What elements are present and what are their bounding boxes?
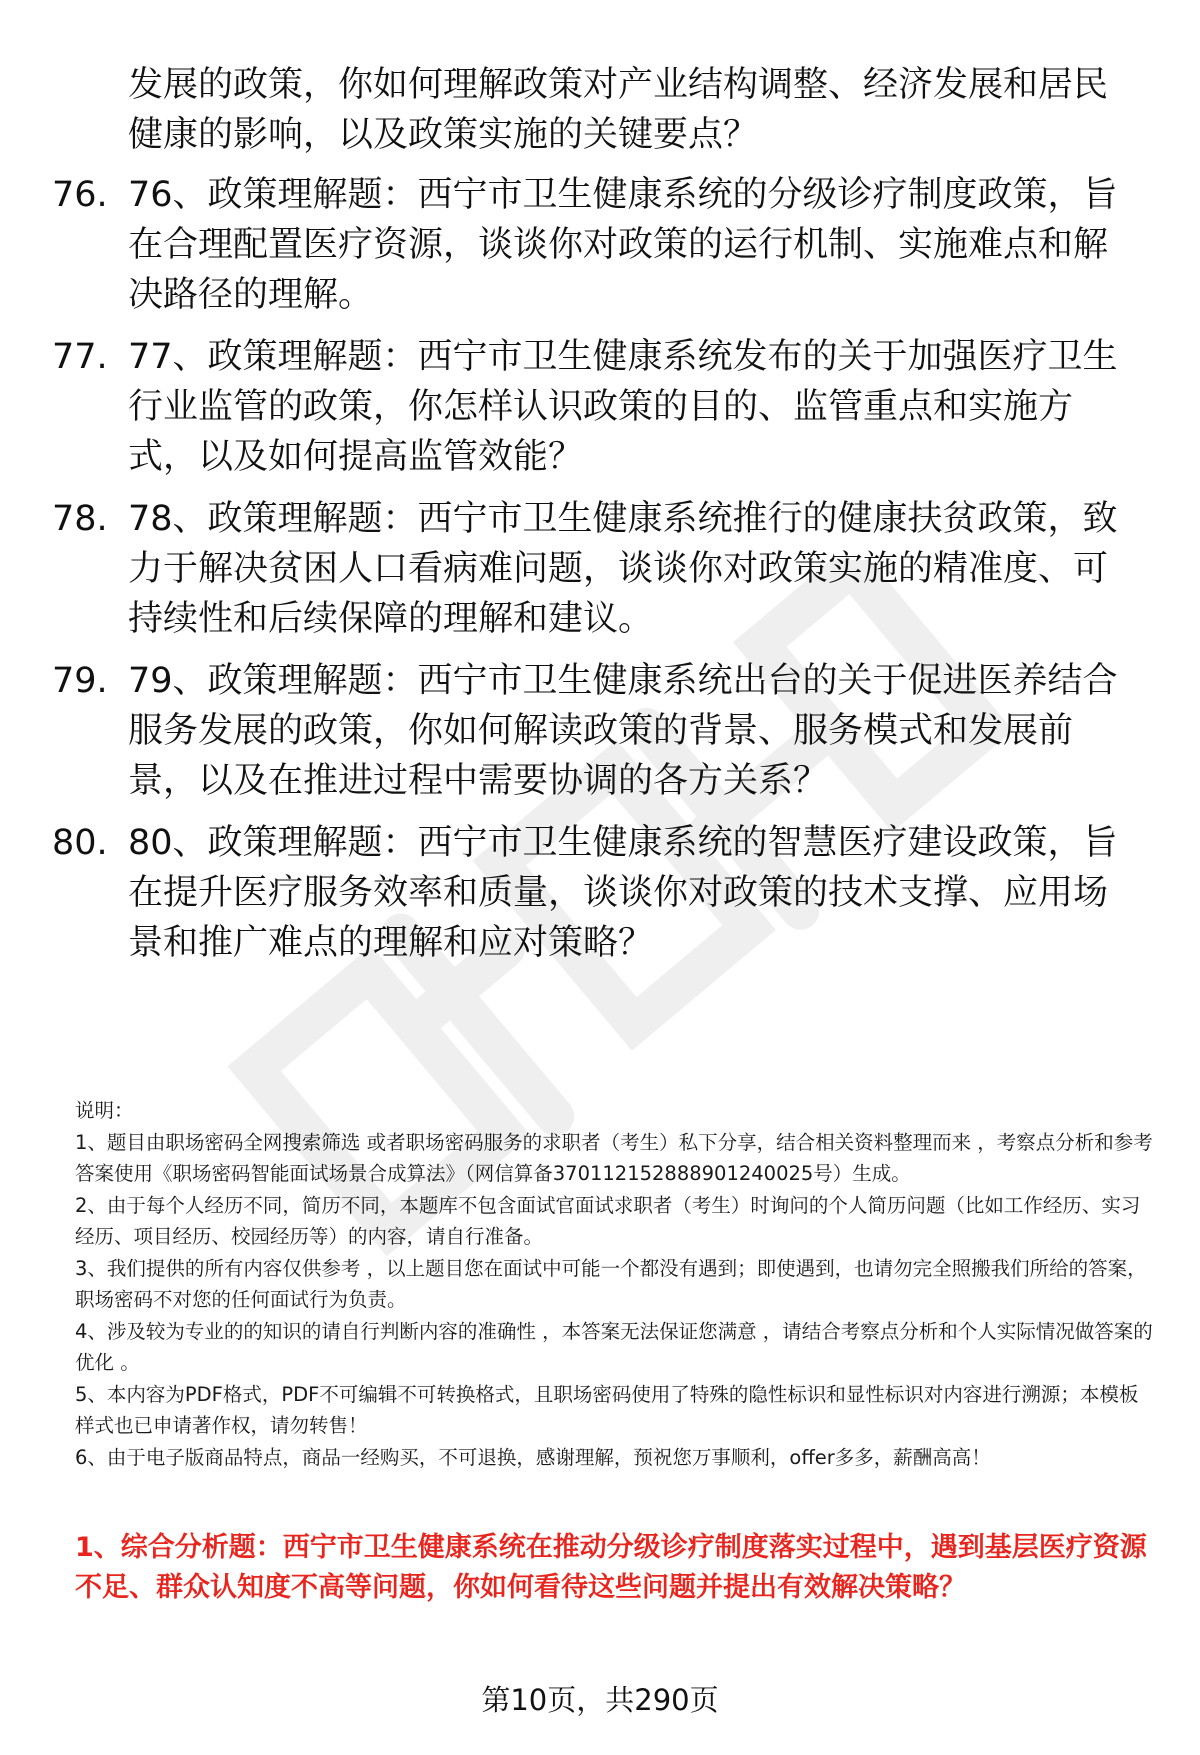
highlight-question: 1、综合分析题：西宁市卫生健康系统在推动分级诊疗制度落实过程中，遇到基层医疗资源不足、群众认知度不高等问题，你如何看待这些问题并提出有效解决策略？ (75, 1532, 1147, 1603)
note-item: 4、涉及较为专业的的知识的请自行判断内容的准确性 ，本答案无法保证您满意 ，请结合考察点分析和个人实际情况做答案的优化 。 (75, 1319, 1153, 1374)
note-item: 1、题目由职场密码全网搜索筛选 或者职场密码服务的求职者（考生）私下分享，结合相关资料整理而来 ，考察点分析和参考答案使用《职场密码智能面试场景合成算法》（网信算备370112152888901240025号）生成。 (75, 1130, 1153, 1185)
note-item: 6、由于电子版商品特点，商品一经购买，不可退换，感谢理解，预祝您万事顺利，offer多多，薪酬高高！ (75, 1445, 991, 1469)
list-item-number: 76. (52, 175, 108, 215)
list-item-text: 80、政策理解题：西宁市卫生健康系统的智慧医疗建设政策，旨在提升医疗服务效率和质量，谈谈你对政策的技术支撑、应用场景和推广难点的理解和应对策略？ (128, 823, 1118, 963)
list-item-number: 79. (52, 661, 108, 701)
list-item-number: 77. (52, 337, 108, 377)
list-item-number: 80. (52, 823, 108, 863)
list-item-text: 79、政策理解题：西宁市卫生健康系统出台的关于促进医养结合服务发展的政策，你如何解读政策的背景、服务模式和发展前景，以及在推进过程中需要协调的各方关系？ (128, 661, 1118, 801)
notes-section (75, 1095, 1155, 1473)
note-item: 5、本内容为PDF格式，PDF不可编辑不可转换格式，且职场密码使用了特殊的隐性标识和显性标识对内容进行溯源；本模板样式也已申请著作权，请勿转售！ (75, 1382, 1139, 1437)
list-item-text: 78、政策理解题：西宁市卫生健康系统推行的健康扶贫政策，致力于解决贫困人口看病难问题，谈谈你对政策实施的精准度、可持续性和后续保障的理解和建议。 (128, 499, 1118, 639)
page-footer: 第10页，共290页 (481, 1683, 719, 1717)
note-item: 3、我们提供的所有内容仅供参考 ，以上题目您在面试中可能一个都没有遇到；即使遇到，也请勿完全照搬我们所给的答案，职场密码不对您的任何面试行为负责。 (75, 1256, 1147, 1311)
list-item-text: 76、政策理解题：西宁市卫生健康系统的分级诊疗制度政策，旨在合理配置医疗资源，谈谈你对政策的运行机制、实施难点和解决路径的理解。 (128, 175, 1118, 315)
note-item: 2、由于每个人经历不同，简历不同，本题库不包含面试官面试求职者（考生）时询问的个人简历问题（比如工作经历、实习经历、项目经历、校园经历等）的内容，请自行准备。 (75, 1193, 1141, 1248)
list-item-number: 78. (52, 499, 108, 539)
notes-heading: 说明： (75, 1099, 134, 1122)
continuation-paragraph: 发展的政策，你如何理解政策对产业结构调整、经济发展和居民健康的影响，以及政策实施的关键要点？ (128, 65, 1109, 155)
list-item-text: 77、政策理解题：西宁市卫生健康系统发布的关于加强医疗卫生行业监管的政策，你怎样认识政策的目的、监管重点和实施方式，以及如何提高监管效能？ (128, 337, 1118, 477)
